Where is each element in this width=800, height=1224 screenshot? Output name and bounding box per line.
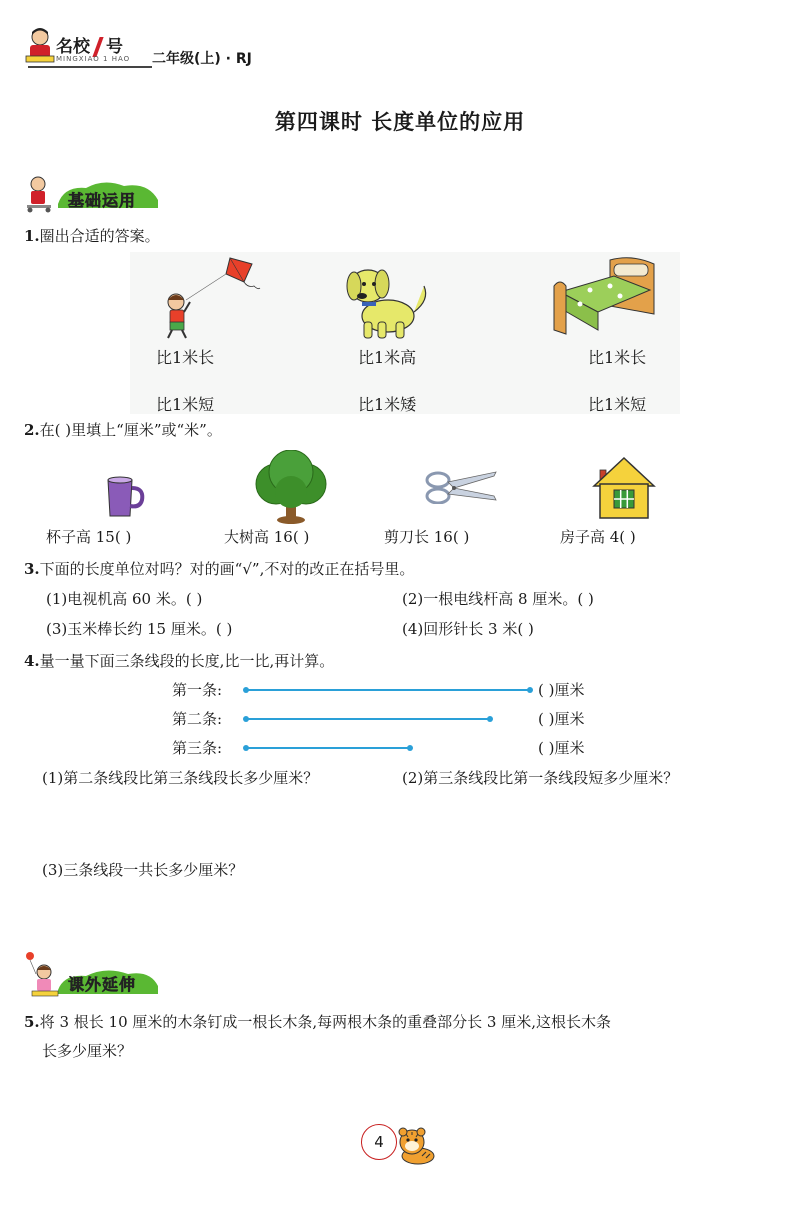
brand-subtitle: MINGXIAO 1 HAO xyxy=(56,55,131,63)
segment-answer-3[interactable]: ( )厘米 xyxy=(538,739,585,757)
segment-line-2 xyxy=(246,718,490,720)
grade-label: 二年级(上) · RJ xyxy=(152,51,252,67)
segment-line-3 xyxy=(246,747,410,749)
segment-endpoint xyxy=(243,745,249,751)
q1-option-dog-a[interactable]: 比1米高 xyxy=(358,348,417,367)
section-banner-extension xyxy=(24,950,164,1000)
tiger-mascot-icon xyxy=(396,1126,436,1170)
bed-image xyxy=(550,256,660,342)
question-1: 1.圈出合适的答案。 xyxy=(24,227,160,245)
boy-kite-image xyxy=(154,254,264,344)
segment-endpoint xyxy=(243,716,249,722)
scissors-image xyxy=(424,470,500,508)
segment-label-3: 第三条: xyxy=(172,739,223,757)
tree-image xyxy=(252,450,330,528)
q4-answer-space-1[interactable] xyxy=(42,792,382,852)
section-label: 课外延伸 xyxy=(68,975,137,994)
q4-answer-space-2[interactable] xyxy=(402,792,762,852)
segment-answer-1[interactable]: ( )厘米 xyxy=(538,681,585,699)
house-image xyxy=(592,456,656,524)
segment-label-1: 第一条: xyxy=(172,681,223,699)
segment-answer-2[interactable]: ( )厘米 xyxy=(538,710,585,728)
header-divider xyxy=(28,66,152,68)
cup-image xyxy=(102,474,148,524)
section-label: 基础运用 xyxy=(68,191,137,210)
q2-house-blank[interactable]: 房子高 4( ) xyxy=(560,528,636,546)
brand-logo: 名校 号 xyxy=(56,37,123,57)
header-mascot xyxy=(24,26,56,68)
question-2: 2.在( )里填上“厘米”或“米”。 xyxy=(24,421,222,439)
page-title: 第四课时 长度单位的应用 xyxy=(274,110,526,134)
q4-sub-1: (1)第二条线段比第三条线段长多少厘米？ xyxy=(42,769,319,787)
segment-label-2: 第二条: xyxy=(172,710,223,728)
segment-line-1 xyxy=(246,689,530,691)
segment-endpoint xyxy=(407,745,413,751)
q3-item-2[interactable]: (2)一根电线杆高 8 厘米。( ) xyxy=(402,590,594,608)
q2-scissors-blank[interactable]: 剪刀长 16( ) xyxy=(384,528,470,546)
page-number: 4 xyxy=(361,1124,397,1160)
q2-cup-blank[interactable]: 杯子高 15( ) xyxy=(46,528,132,546)
segment-endpoint xyxy=(527,687,533,693)
segment-endpoint xyxy=(487,716,493,722)
q1-option-bed-b[interactable]: 比1米短 xyxy=(588,395,647,414)
question-5: 5.将 3 根长 10 厘米的木条钉成一根长木条,每两根木条的重叠部分长 3 厘米,这根长木条 xyxy=(24,1013,611,1031)
section-banner-basic xyxy=(24,174,164,214)
q1-option-bed-a[interactable]: 比1米长 xyxy=(588,348,647,367)
question-4: 4.量一量下面三条线段的长度,比一比,再计算。 xyxy=(24,652,335,670)
q2-tree-blank[interactable]: 大树高 16( ) xyxy=(224,528,310,546)
q3-item-3[interactable]: (3)玉米棒长约 15 厘米。( ) xyxy=(46,620,233,638)
q4-sub-3: (3)三条线段一共长多少厘米？ xyxy=(42,861,244,879)
q3-item-1[interactable]: (1)电视机高 60 米。( ) xyxy=(46,590,203,608)
question-5-continued: 长多少厘米？ xyxy=(42,1042,133,1060)
q1-option-kite-b[interactable]: 比1米短 xyxy=(156,395,215,414)
dog-image xyxy=(340,256,432,344)
q5-answer-space[interactable] xyxy=(42,1066,762,1116)
q1-option-kite-a[interactable]: 比1米长 xyxy=(156,348,215,367)
q3-item-4[interactable]: (4)回形针长 3 米( ) xyxy=(402,620,534,638)
q4-sub-2: (2)第三条线段比第一条线段短多少厘米？ xyxy=(402,769,679,787)
segment-endpoint xyxy=(243,687,249,693)
q4-answer-space-3[interactable] xyxy=(42,884,742,940)
q1-option-dog-b[interactable]: 比1米矮 xyxy=(358,395,417,414)
question-3: 3.下面的长度单位对吗？对的画“√”,不对的改正在括号里。 xyxy=(24,560,415,578)
